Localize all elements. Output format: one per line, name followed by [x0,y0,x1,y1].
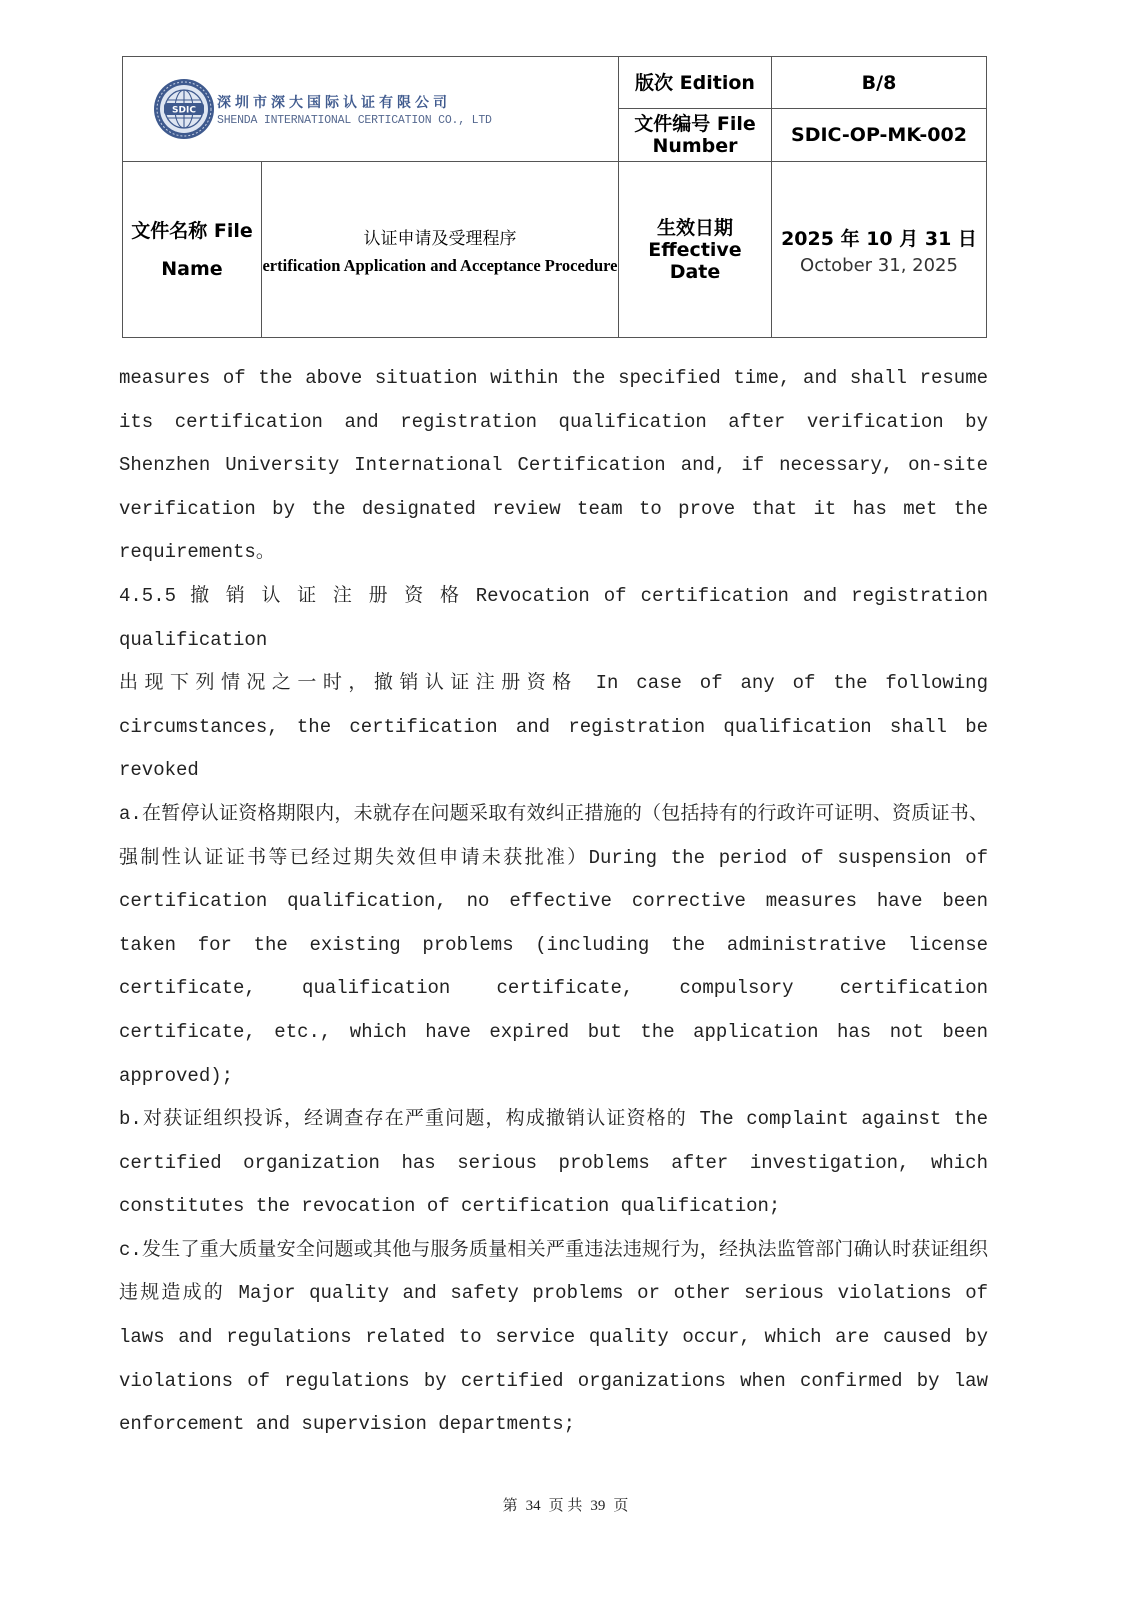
total-pages: 39 [590,1498,606,1514]
file-name-cn: 认证申请及受理程序 [363,228,517,248]
file-number-label-en: Number [652,135,738,157]
edition-value: B/8 [772,57,987,109]
file-name-label-en: Name [161,257,223,280]
list-item-b: b.对获证组织投诉，经调查存在严重问题，构成撤销认证资格的 The complaint against the certified organization has serious problems after investigation, which constitutes the revocation of certification qualification; [119,1108,988,1218]
sdic-seal-icon [153,78,215,140]
page-footer [0,1494,1131,1515]
list-item-c: c.发生了重大质量安全问题或其他与服务质量相关严重违法违规行为，经执法监管部门确认时获证组织违规造成的 Major quality and safety problems or other serious violations of laws and regulations related to service quality occur, which are caused by violations of regulations by certified organizations when confirmed by law enforcement and supervision departments; [119,1238,988,1436]
page-mid: 页 共 [548,1498,583,1514]
svg-text:SDIC: SDIC [172,105,196,116]
document-header-table [122,56,987,338]
page-suffix: 页 [613,1498,629,1514]
file-number-value: SDIC-OP-MK-002 [772,109,987,162]
company-logo-cell [123,57,619,162]
document-body [119,357,988,1447]
current-page-number: 34 [525,1498,541,1514]
paragraph-continuation: measures of the above situation within the specified time, and shall resume its certification and registration qualification after verification by Shenzhen University International Certification and, if necessary, on-site verification by the designated review team to prove that it has met the requirements。 [119,367,988,564]
file-name-en: ertification Application and Acceptance Procedure [262,255,618,275]
page-prefix: 第 [502,1498,518,1514]
file-name-value [262,162,619,338]
effective-date-value [772,162,987,338]
effective-date-label-cn: 生效日期 [656,216,733,239]
file-name-label-cn: 文件名称 File [131,219,253,242]
file-name-label [123,162,262,338]
file-number-label [619,109,772,162]
effective-date-en: October 31, 2025 [800,254,958,276]
edition-label: 版次 Edition [619,57,772,109]
effective-date-label-en2: Date [669,260,721,283]
effective-date-label [619,162,772,338]
effective-date-cn: 2025 年 10 月 31 日 [781,227,977,250]
company-logo [123,78,618,140]
effective-date-label-en1: Effective [648,238,742,261]
section-heading-4-5-5: 4.5.5 撤 销 认 证 注 册 资 格 Revocation of certification and registration qualification [119,584,988,651]
list-item-a: a.在暂停认证资格期限内，未就存在问题采取有效纠正措施的（包括持有的行政许可证明、资质证书、强制性认证证书等已经过期失效但申请未获批准）During the period of suspension of certification qualification, no effective corrective measures have been taken for the existing problems (including the administrative license certificate, qualification certificate, compulsory certification certificate, etc., which have expired but the application has not been approved); [119,802,988,1087]
paragraph-revocation-intro: 出现下列情况之一时，撤销认证注册资格 In case of any of the following circumstances, the certification and registration qualification shall be revoked [119,672,988,782]
file-number-label-cn: 文件编号 File [634,113,756,135]
company-name-cn: 深圳市深大国际认证有限公司 [217,94,451,111]
company-name-en: SHENDA INTERNATIONAL CERTICATION CO., LTD [217,113,492,127]
